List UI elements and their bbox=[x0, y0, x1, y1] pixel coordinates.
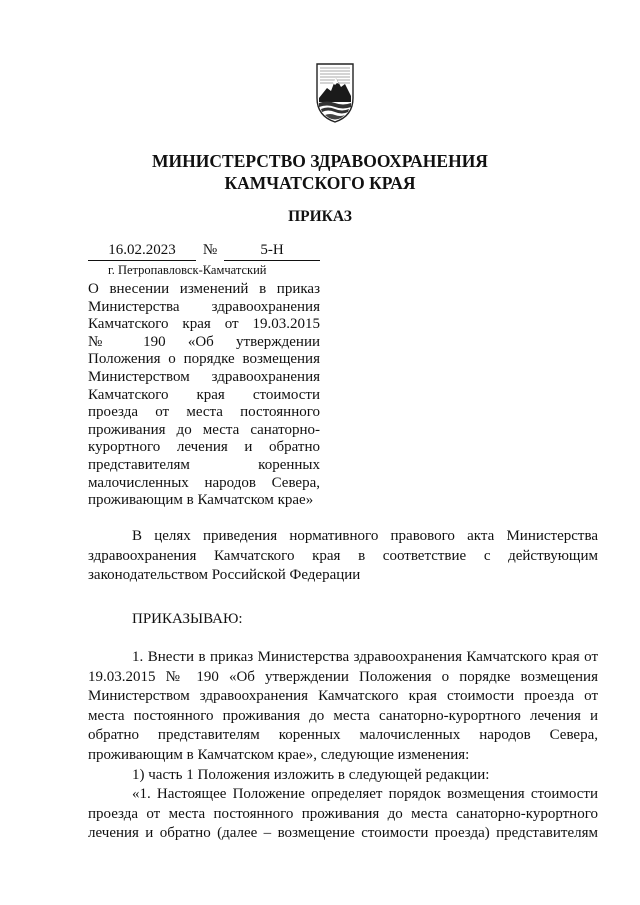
preamble-line: В целях приведения нормативного правового акта Министерства bbox=[132, 528, 598, 544]
body-line: проезда от места постоянного проживания до места санаторно-курортного bbox=[88, 805, 598, 822]
body-paragraphs bbox=[88, 648, 598, 844]
subject-line: представителям коренных bbox=[88, 456, 320, 473]
subject-line: № 190 «Об утверждении bbox=[88, 333, 320, 350]
kamchatka-coat-of-arms-icon bbox=[312, 60, 358, 124]
preamble-line: здравоохранения Камчатского края в соответствие с действующим bbox=[88, 547, 598, 564]
ministry-name-line1: МИНИСТЕРСТВО ЗДРАВООХРАНЕНИЯ bbox=[152, 151, 488, 171]
subject-line: Камчатского края от 19.03.2015 bbox=[88, 316, 320, 333]
body-line: обратно представителям коренных малочисленных народов Севера, bbox=[88, 727, 598, 744]
body-line: лечения и обратно (далее – возмещение стоимости проезда) представителям bbox=[88, 825, 598, 842]
subject-line: Министерства здравоохранения bbox=[88, 298, 320, 315]
order-number: 5-Н bbox=[224, 240, 320, 261]
ministry-name-line2: КАМЧАТСКОГО КРАЯ bbox=[224, 173, 416, 193]
order-directive bbox=[88, 610, 598, 630]
order-date: 16.02.2023 bbox=[88, 240, 196, 261]
body-line: 19.03.2015 № 190 «Об утверждении Положения о порядке возмещения bbox=[88, 668, 598, 685]
preamble-paragraph bbox=[88, 527, 598, 586]
subject-line: курортного лечения и обратно bbox=[88, 439, 320, 456]
subject-line: Камчатского края стоимости bbox=[88, 386, 320, 403]
body-line: проживающим в Камчатском крае», следующие изменения: bbox=[88, 746, 470, 763]
number-sign: № bbox=[202, 242, 218, 258]
subject-line: Министерством здравоохранения bbox=[88, 368, 320, 385]
preamble-line: законодательством Российской Федерации bbox=[88, 567, 361, 584]
body-line: 1. Внести в приказ Министерства здравоохранения Камчатского края от bbox=[132, 649, 598, 665]
city-label: г. Петропавловск-Камчатский bbox=[108, 263, 267, 277]
document-type-title: ПРИКАЗ bbox=[288, 208, 352, 225]
order-directive-text: ПРИКАЗЫВАЮ: bbox=[132, 611, 243, 627]
subject-line: малочисленных народов Севера, bbox=[88, 474, 320, 491]
subject-line: проживания до места санаторно- bbox=[88, 421, 320, 438]
body-line: «1. Настоящее Положение определяет порядок возмещения стоимости bbox=[132, 786, 598, 803]
subject-line: проживающим в Камчатском крае» bbox=[88, 492, 314, 509]
subject-line: Положения о порядке возмещения bbox=[88, 351, 320, 368]
subject-line: проезда от места постоянного bbox=[88, 404, 320, 421]
order-subject bbox=[88, 281, 320, 510]
body-line: 1) часть 1 Положения изложить в следующей редакции: bbox=[132, 766, 490, 783]
body-line: Министерством здравоохранения Камчатского края стоимости проезда от bbox=[88, 688, 598, 705]
body-line: места постоянного проживания до места санаторно-курортного лечения и bbox=[88, 707, 598, 724]
subject-line: О внесении изменений в приказ bbox=[88, 281, 320, 297]
